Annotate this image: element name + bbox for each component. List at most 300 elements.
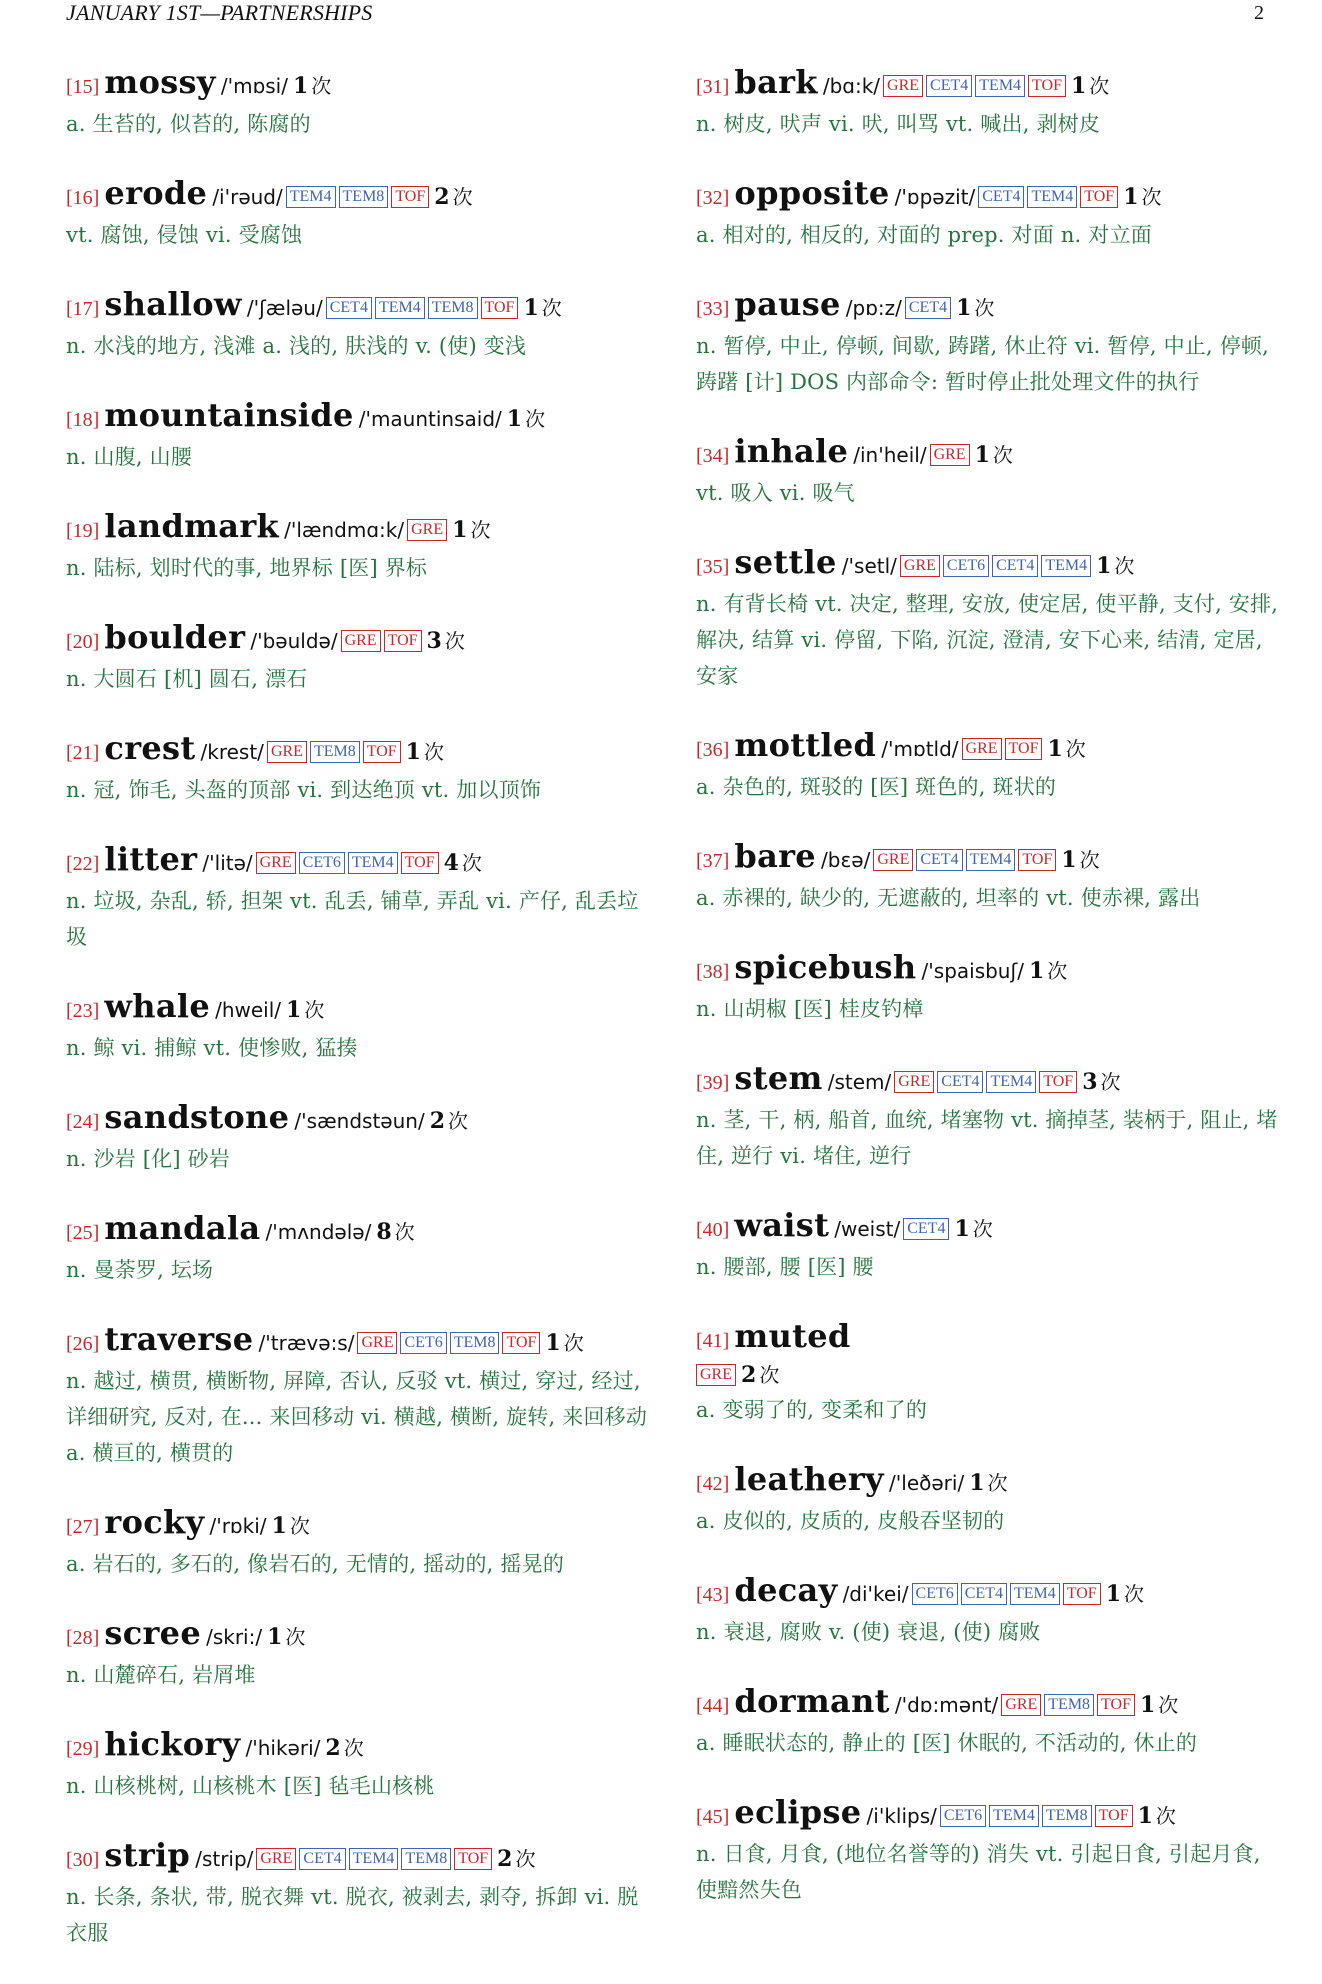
page-header <box>66 0 1264 26</box>
entry-number: [40] <box>696 1219 730 1241</box>
headword: settle <box>734 543 837 581</box>
vocab-entry <box>696 286 1284 400</box>
exam-tag-tem4: TEM4 <box>966 849 1016 871</box>
count-unit: 次 <box>394 1220 415 1244</box>
headword: crest <box>104 729 196 767</box>
vocab-entry <box>66 175 654 253</box>
exam-tag-gre: GRE <box>341 630 381 652</box>
occurrence-count: 1 <box>956 295 972 321</box>
headword: eclipse <box>734 1793 862 1831</box>
vocab-entry <box>696 1683 1284 1761</box>
exam-tag-tof: TOF <box>1005 738 1043 760</box>
count-unit: 次 <box>304 998 325 1022</box>
vocab-entry <box>66 1210 654 1288</box>
entry-headline <box>66 286 654 328</box>
exam-tag-tem8: TEM8 <box>450 1332 500 1354</box>
pronunciation: /in'heil/ <box>853 443 927 467</box>
exam-tag-gre: GRE <box>930 444 970 466</box>
exam-tag-tem4: TEM4 <box>286 186 336 208</box>
exam-tag-gre: GRE <box>873 849 913 871</box>
vocab-entry <box>66 988 654 1066</box>
definition: n. 树皮, 吠声 vi. 吠, 叫骂 vt. 喊出, 剥树皮 <box>696 112 1101 136</box>
definition: n. 衰退, 腐败 v. (使) 衰退, (使) 腐败 <box>696 1620 1041 1644</box>
count-unit: 次 <box>972 1217 993 1241</box>
exam-tag-tem4: TEM4 <box>986 1071 1036 1093</box>
count-unit: 次 <box>444 629 465 653</box>
pronunciation: /'mʌndələ/ <box>265 1220 372 1244</box>
entry-headline <box>66 619 654 661</box>
occurrence-count: 1 <box>954 1216 970 1242</box>
definition: vt. 吸入 vi. 吸气 <box>696 481 855 505</box>
count-unit: 次 <box>1114 554 1135 578</box>
entry-number: [33] <box>696 298 730 320</box>
exam-tag-tof: TOF <box>1063 1583 1101 1605</box>
exam-tag-cet6: CET6 <box>400 1332 446 1354</box>
pronunciation: /'bəuldə/ <box>250 629 338 653</box>
entry-number: [21] <box>66 742 100 764</box>
definition: n. 越过, 横贯, 横断物, 屏障, 否认, 反驳 vt. 横过, 穿过, 经过, 详细研究, 反对, 在... 来回移动 vi. 横越, 横断, 旋转, 来回移动 a. 横亘的, 横贯的 <box>66 1369 648 1465</box>
count-unit: 次 <box>525 407 546 431</box>
vocab-entry <box>66 1099 654 1177</box>
pronunciation: /'ʃæləu/ <box>246 296 323 320</box>
count-unit: 次 <box>452 185 473 209</box>
vocab-entry <box>66 1615 654 1693</box>
exam-tag-cet4: CET4 <box>299 1848 345 1870</box>
occurrence-count: 1 <box>271 1513 287 1539</box>
entry-headline <box>696 1318 1284 1392</box>
entry-number: [35] <box>696 556 730 578</box>
pronunciation: /'mauntinsaid/ <box>358 407 502 431</box>
exam-tag-tof: TOF <box>1028 75 1066 97</box>
vocab-entry <box>696 838 1284 916</box>
exam-tag-cet4: CET4 <box>926 75 972 97</box>
count-unit: 次 <box>515 1847 536 1871</box>
entry-number: [30] <box>66 1849 100 1871</box>
exam-tag-tof: TOF <box>384 630 422 652</box>
occurrence-count: 1 <box>545 1330 561 1356</box>
entry-number: [42] <box>696 1473 730 1495</box>
count-unit: 次 <box>1047 959 1068 983</box>
headword: inhale <box>734 432 849 470</box>
definition: a. 杂色的, 斑驳的 [医] 斑色的, 斑状的 <box>696 775 1057 799</box>
count-unit: 次 <box>1100 1070 1121 1094</box>
entry-headline <box>696 949 1284 991</box>
exam-tag-cet4: CET4 <box>992 555 1038 577</box>
vocab-entry <box>696 544 1284 694</box>
occurrence-count: 2 <box>325 1735 341 1761</box>
count-unit: 次 <box>461 851 482 875</box>
vocab-entry <box>696 1060 1284 1174</box>
running-title: JANUARY 1ST—PARTNERSHIPS <box>66 0 373 25</box>
definition: n. 山核桃树, 山核桃木 [医] 毡毛山核桃 <box>66 1774 435 1798</box>
definition: n. 水浅的地方, 浅滩 a. 浅的, 肤浅的 v. (使) 变浅 <box>66 334 527 358</box>
count-unit: 次 <box>470 518 491 542</box>
occurrence-count: 1 <box>292 73 309 99</box>
occurrence-count: 1 <box>1061 847 1077 873</box>
definition: a. 变弱了的, 变柔和了的 <box>696 1398 928 1422</box>
definition: n. 山胡椒 [医] 桂皮钓樟 <box>696 997 924 1021</box>
exam-tag-cet4: CET4 <box>961 1583 1007 1605</box>
headword: hickory <box>104 1725 241 1763</box>
definition: vt. 腐蚀, 侵蚀 vi. 受腐蚀 <box>66 223 303 247</box>
pronunciation: /di'kei/ <box>842 1582 909 1606</box>
pronunciation: /'dɒ:mənt/ <box>894 1693 999 1717</box>
entry-number: [19] <box>66 520 100 542</box>
headword: dormant <box>734 1682 890 1720</box>
entry-headline <box>696 1572 1284 1614</box>
count-unit: 次 <box>1124 1582 1144 1606</box>
definition: a. 相对的, 相反的, 对面的 prep. 对面 n. 对立面 <box>696 223 1152 247</box>
exam-tag-cet6: CET6 <box>912 1583 958 1605</box>
exam-tag-tem4: TEM4 <box>1010 1583 1060 1605</box>
entry-headline <box>696 64 1284 106</box>
headword: mountainside <box>104 396 354 434</box>
vocab-entry <box>66 286 654 364</box>
definition: a. 皮似的, 皮质的, 皮般吞坚韧的 <box>696 1509 1005 1533</box>
definition: n. 腰部, 腰 [医] 腰 <box>696 1255 874 1279</box>
definition: n. 垃圾, 杂乱, 轿, 担架 vt. 乱丢, 铺草, 弄乱 vi. 产仔, 乱丢垃圾 <box>66 889 639 949</box>
exam-tag-tof: TOF <box>454 1848 492 1870</box>
pronunciation: /'mɒtld/ <box>881 737 959 761</box>
entry-number: [32] <box>696 187 730 209</box>
occurrence-count: 1 <box>506 406 523 432</box>
definition: n. 茎, 干, 柄, 船首, 血统, 堵塞物 vt. 摘掉茎, 装柄于, 阻止, 堵住, 逆行 vi. 堵住, 逆行 <box>696 1108 1278 1168</box>
occurrence-count: 1 <box>974 442 990 468</box>
exam-tag-tem4: TEM4 <box>975 75 1025 97</box>
entry-number: [25] <box>66 1222 100 1244</box>
pronunciation: /krest/ <box>200 740 264 764</box>
exam-tag-tof: TOF <box>1097 1694 1135 1716</box>
definition: a. 赤裸的, 缺少的, 无遮蔽的, 坦率的 vt. 使赤裸, 露出 <box>696 886 1201 910</box>
exam-tag-tof: TOF <box>391 186 429 208</box>
count-unit: 次 <box>992 443 1013 467</box>
entry-number: [34] <box>696 445 730 467</box>
pronunciation: /stem/ <box>827 1070 892 1094</box>
exam-tag-tof: TOF <box>1095 1805 1133 1827</box>
exam-tag-tem4: TEM4 <box>1027 186 1077 208</box>
headword: decay <box>734 1571 838 1609</box>
count-unit: 次 <box>1141 185 1162 209</box>
pronunciation: /hweil/ <box>215 998 282 1022</box>
exam-tag-gre: GRE <box>900 555 940 577</box>
definition: n. 有背长椅 vt. 决定, 整理, 安放, 使定居, 使平静, 支付, 安排, 解决, 结算 vi. 停留, 下陷, 沉淀, 澄清, 安下心来, 结清, 定居, 安家 <box>696 592 1279 688</box>
definition: a. 睡眠状态的, 静止的 [医] 休眠的, 不活动的, 休止的 <box>696 1731 1198 1755</box>
exam-tag-tem8: TEM8 <box>428 297 478 319</box>
count-unit: 次 <box>423 740 444 764</box>
entry-headline <box>696 727 1284 769</box>
definition: n. 大圆石 [机] 圆石, 漂石 <box>66 667 308 691</box>
occurrence-count: 1 <box>405 739 421 765</box>
count-unit: 次 <box>541 296 562 320</box>
pronunciation: /'rɒki/ <box>209 1514 267 1538</box>
pronunciation: /i'klips/ <box>866 1804 937 1828</box>
vocab-entry <box>696 433 1284 511</box>
occurrence-count: 1 <box>523 295 539 321</box>
exam-tag-tof: TOF <box>401 852 439 874</box>
exam-tag-tem4: TEM4 <box>349 1848 399 1870</box>
headword: rocky <box>104 1503 205 1541</box>
exam-tag-tof: TOF <box>1018 849 1056 871</box>
left-column <box>66 64 654 1984</box>
entry-headline <box>696 1794 1284 1836</box>
entry-number: [39] <box>696 1072 730 1094</box>
entry-headline <box>66 1837 654 1879</box>
exam-tag-cet4: CET4 <box>903 1218 949 1240</box>
definition: n. 陆标, 划时代的事, 地界标 [医] 界标 <box>66 556 428 580</box>
exam-tag-tem8: TEM8 <box>401 1848 451 1870</box>
count-unit: 次 <box>343 1736 364 1760</box>
occurrence-count: 2 <box>741 1362 757 1388</box>
entry-headline <box>66 508 654 550</box>
vocab-entry <box>66 397 654 475</box>
count-unit: 次 <box>1089 74 1110 98</box>
vocab-entry <box>696 1794 1284 1908</box>
occurrence-count: 1 <box>1139 1692 1156 1718</box>
vocab-entry <box>696 1572 1284 1650</box>
exam-tag-tem4: TEM4 <box>989 1805 1039 1827</box>
entry-number: [38] <box>696 961 730 983</box>
exam-tag-gre: GRE <box>1001 1694 1041 1716</box>
count-unit: 次 <box>1158 1693 1179 1717</box>
headword: sandstone <box>104 1098 290 1136</box>
vocab-entry <box>696 175 1284 253</box>
pronunciation: /'trævə:s/ <box>258 1331 355 1355</box>
count-unit: 次 <box>1155 1804 1176 1828</box>
headword: boulder <box>104 618 246 656</box>
page-number: 2 <box>1254 2 1264 24</box>
pronunciation: /pɒ:z/ <box>845 296 902 320</box>
entry-headline <box>66 730 654 772</box>
vocab-entry <box>696 1318 1284 1428</box>
pronunciation: /'ɒpəzit/ <box>894 185 976 209</box>
vocab-entry <box>696 727 1284 805</box>
entry-headline <box>66 175 654 217</box>
occurrence-count: 3 <box>426 628 442 654</box>
pronunciation: /'leðəri/ <box>889 1471 965 1495</box>
headword: mossy <box>104 63 216 101</box>
entry-headline <box>696 286 1284 328</box>
exam-tag-tem8: TEM8 <box>1044 1694 1094 1716</box>
entry-number: [22] <box>66 853 100 875</box>
headword: leathery <box>734 1460 884 1498</box>
pronunciation: /weist/ <box>834 1217 901 1241</box>
entry-number: [44] <box>696 1695 730 1717</box>
pronunciation: /strip/ <box>195 1847 254 1871</box>
occurrence-count: 1 <box>1137 1803 1153 1829</box>
vocab-entry <box>696 949 1284 1027</box>
headword: traverse <box>104 1320 254 1358</box>
exam-tag-cet4: CET4 <box>905 297 951 319</box>
occurrence-count: 1 <box>452 517 468 543</box>
occurrence-count: 1 <box>1028 958 1045 984</box>
definition: a. 生苔的, 似苔的, 陈腐的 <box>66 112 311 136</box>
entry-number: [45] <box>696 1806 730 1828</box>
entry-headline <box>66 988 654 1030</box>
exam-tag-tem8: TEM8 <box>310 741 360 763</box>
definition: n. 日食, 月食, (地位名誉等的) 消失 vt. 引起日食, 引起月食, 使黯然失色 <box>696 1842 1261 1902</box>
entry-headline <box>696 1207 1284 1249</box>
occurrence-count: 1 <box>1105 1581 1121 1607</box>
count-unit: 次 <box>448 1109 469 1133</box>
exam-tag-tem4: TEM4 <box>1041 555 1091 577</box>
pronunciation: /'sændstəun/ <box>294 1109 425 1133</box>
exam-tag-tof: TOF <box>502 1332 540 1354</box>
count-unit: 次 <box>759 1363 780 1387</box>
headword: mottled <box>734 726 877 764</box>
entry-number: [27] <box>66 1516 100 1538</box>
occurrence-count: 1 <box>1047 736 1063 762</box>
headword: bark <box>734 63 818 101</box>
headword: shallow <box>104 285 242 323</box>
exam-tag-tof: TOF <box>1080 186 1118 208</box>
exam-tag-tof: TOF <box>363 741 401 763</box>
exam-tag-tof: TOF <box>1039 1071 1077 1093</box>
occurrence-count: 1 <box>1070 73 1087 99</box>
occurrence-count: 2 <box>497 1846 513 1872</box>
exam-tag-cet4: CET4 <box>326 297 372 319</box>
exam-tag-cet6: CET6 <box>299 852 345 874</box>
vocab-entry <box>696 64 1284 142</box>
exam-tag-gre: GRE <box>894 1071 934 1093</box>
entry-headline <box>66 1210 654 1252</box>
count-unit: 次 <box>311 74 332 98</box>
entry-number: [26] <box>66 1333 100 1355</box>
occurrence-count: 8 <box>376 1219 392 1245</box>
occurrence-count: 4 <box>443 850 459 876</box>
occurrence-count: 2 <box>429 1108 446 1134</box>
vocab-entry <box>66 1837 654 1951</box>
pronunciation: /'spaisbuʃ/ <box>921 959 1024 983</box>
entry-headline <box>696 433 1284 475</box>
definition: n. 鲸 vi. 捕鲸 vt. 使惨败, 猛揍 <box>66 1036 358 1060</box>
entry-headline <box>696 1461 1284 1503</box>
definition: n. 山腹, 山腰 <box>66 445 193 469</box>
count-unit: 次 <box>987 1471 1008 1495</box>
pronunciation: /bɑ:k/ <box>822 74 881 98</box>
entry-number: [16] <box>66 187 100 209</box>
occurrence-count: 1 <box>286 997 302 1023</box>
entry-headline <box>696 838 1284 880</box>
entry-number: [28] <box>66 1627 100 1649</box>
entry-headline <box>696 1683 1284 1725</box>
vocab-entry <box>66 64 654 142</box>
definition: n. 冠, 饰毛, 头盔的顶部 vi. 到达绝顶 vt. 加以顶饰 <box>66 778 542 802</box>
exam-tag-cet6: CET6 <box>943 555 989 577</box>
entry-headline <box>66 1615 654 1657</box>
pronunciation: /'mɒsi/ <box>220 74 288 98</box>
entry-number: [15] <box>66 76 100 98</box>
exam-tag-cet4: CET4 <box>916 849 962 871</box>
vocab-entry <box>66 1504 654 1582</box>
occurrence-count: 1 <box>1123 184 1139 210</box>
vocab-entry <box>66 1726 654 1804</box>
vocab-entry <box>66 841 654 955</box>
pronunciation: /'lændmɑ:k/ <box>284 518 405 542</box>
exam-tag-gre: GRE <box>962 738 1002 760</box>
entry-headline <box>66 397 654 439</box>
entry-headline <box>66 1099 654 1141</box>
exam-tag-cet4: CET4 <box>937 1071 983 1093</box>
headword: stem <box>734 1059 823 1097</box>
exam-tag-gre: GRE <box>407 519 447 541</box>
definition: n. 山麓碎石, 岩屑堆 <box>66 1663 256 1687</box>
headword: opposite <box>734 174 890 212</box>
exam-tag-tem8: TEM8 <box>339 186 389 208</box>
exam-tag-tof: TOF <box>481 297 519 319</box>
entry-headline <box>696 544 1284 586</box>
exam-tag-gre: GRE <box>883 75 923 97</box>
occurrence-count: 2 <box>434 184 450 210</box>
pronunciation: /bɛə/ <box>821 848 871 872</box>
entry-headline <box>66 64 654 106</box>
entry-headline <box>66 1726 654 1768</box>
pronunciation: /'litə/ <box>202 851 253 875</box>
exam-tag-gre: GRE <box>256 852 296 874</box>
entry-number: [43] <box>696 1584 730 1606</box>
entry-number: [17] <box>66 298 100 320</box>
exam-tag-cet6: CET6 <box>940 1805 986 1827</box>
occurrence-count: 1 <box>969 1470 985 1496</box>
definition: n. 长条, 条状, 带, 脱衣舞 vt. 脱衣, 被剥去, 剥夺, 拆卸 vi. 脱衣服 <box>66 1885 639 1945</box>
headword: bare <box>734 837 816 875</box>
entry-headline <box>66 1321 654 1363</box>
occurrence-count: 1 <box>1096 553 1112 579</box>
vocab-entry <box>696 1461 1284 1539</box>
entry-number: [20] <box>66 631 100 653</box>
entry-number: [18] <box>66 409 100 431</box>
headword: erode <box>104 174 208 212</box>
exam-tag-gre: GRE <box>256 1848 296 1870</box>
definition: n. 沙岩 [化] 砂岩 <box>66 1147 231 1171</box>
tags-line <box>696 1360 1284 1392</box>
occurrence-count: 1 <box>267 1624 283 1650</box>
headword: strip <box>104 1836 191 1874</box>
count-unit: 次 <box>289 1514 310 1538</box>
headword: mandala <box>104 1209 261 1247</box>
headword: scree <box>104 1614 201 1652</box>
count-unit: 次 <box>974 296 995 320</box>
headword: litter <box>104 840 198 878</box>
headword: waist <box>734 1206 830 1244</box>
count-unit: 次 <box>563 1331 584 1355</box>
exam-tag-tem4: TEM4 <box>375 297 425 319</box>
headword: whale <box>104 987 210 1025</box>
right-column <box>696 64 1284 1941</box>
occurrence-count: 3 <box>1082 1069 1098 1095</box>
definition: a. 岩石的, 多石的, 像岩石的, 无情的, 摇动的, 摇晃的 <box>66 1552 565 1576</box>
vocab-entry <box>66 508 654 586</box>
entry-headline <box>696 1060 1284 1102</box>
exam-tag-tem8: TEM8 <box>1042 1805 1092 1827</box>
exam-tag-gre: GRE <box>357 1332 397 1354</box>
vocab-entry <box>66 619 654 697</box>
exam-tag-gre: GRE <box>696 1364 736 1386</box>
exam-tag-gre: GRE <box>267 741 307 763</box>
headword: landmark <box>104 507 279 545</box>
entry-headline <box>66 841 654 883</box>
entry-headline <box>696 175 1284 217</box>
exam-tag-cet4: CET4 <box>978 186 1024 208</box>
entry-number: [29] <box>66 1738 100 1760</box>
definition: n. 曼荼罗, 坛场 <box>66 1258 214 1282</box>
pronunciation: /skri:/ <box>206 1625 263 1649</box>
entry-number: [37] <box>696 850 730 872</box>
exam-tag-tem4: TEM4 <box>348 852 398 874</box>
entry-number: [23] <box>66 1000 100 1022</box>
vocab-entry <box>696 1207 1284 1285</box>
count-unit: 次 <box>1065 737 1086 761</box>
entry-number: [36] <box>696 739 730 761</box>
